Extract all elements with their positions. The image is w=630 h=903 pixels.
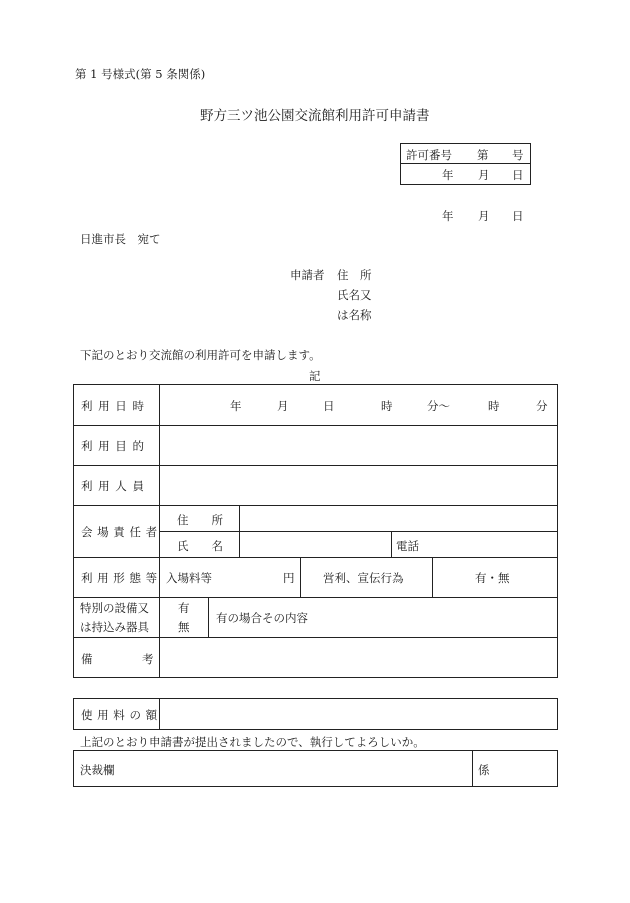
permit-dai: 第: [477, 148, 489, 162]
applicant-label: 申請者: [290, 268, 325, 282]
usage-minute-end: 分: [536, 399, 548, 413]
row-divider: [73, 425, 558, 426]
usage-hour: 時: [381, 399, 393, 413]
applicant-name-label-2: は名称: [337, 308, 372, 322]
decision-label: 決裁欄: [80, 763, 115, 777]
staff-label: 係: [478, 763, 490, 777]
usage-day: 日: [323, 399, 335, 413]
permit-go: 号: [512, 148, 524, 162]
usage-datetime-label: 利 用 日 時: [81, 399, 145, 413]
equipment-content-label: 有の場合その内容: [216, 611, 308, 625]
manager-name-label: 氏 名: [177, 539, 223, 553]
usage-hour-end: 時: [488, 399, 500, 413]
permit-day: 日: [512, 168, 524, 182]
usage-year: 年: [230, 399, 242, 413]
form-number: 第 1 号様式(第 5 条関係): [75, 67, 206, 81]
equipment-divider: [208, 597, 209, 637]
row-divider: [73, 597, 558, 598]
equipment-yes: 有: [178, 601, 190, 615]
row-divider: [73, 505, 558, 506]
row-divider: [73, 557, 558, 558]
equipment-label-1: 特別の設備又: [80, 601, 149, 615]
decision-column-divider: [472, 750, 473, 787]
permit-box-divider: [400, 163, 531, 164]
applicant-address-label: 住 所: [337, 268, 372, 282]
row-divider: [73, 465, 558, 466]
row-divider: [73, 637, 558, 638]
ki-label: 記: [309, 369, 321, 383]
intro-text: 下記のとおり交流館の利用許可を申請します。: [80, 348, 321, 362]
equipment-no: 無: [178, 620, 190, 634]
addressee: 日進市長 宛て: [80, 232, 161, 246]
usage-form-divider: [300, 557, 301, 597]
usage-month: 月: [277, 399, 289, 413]
permit-year: 年: [442, 168, 454, 182]
phone-column-divider: [391, 531, 392, 557]
approval-text: 上記のとおり申請書が提出されましたので、執行してよろしいか。: [80, 735, 425, 749]
manager-label: 会 場 責 任 者: [81, 525, 158, 539]
row-divider: [159, 531, 558, 532]
commercial-yes-no: 有・無: [475, 571, 510, 585]
date-day: 日: [512, 209, 524, 223]
page-title: 野方三ツ池公園交流館利用許可申請書: [200, 108, 430, 124]
equipment-label-2: は持込み器具: [80, 620, 149, 634]
manager-column-divider: [239, 505, 240, 557]
people-label: 利 用 人 員: [81, 479, 145, 493]
fee-column-divider: [159, 698, 160, 730]
applicant-name-label-1: 氏名又: [337, 288, 372, 302]
fee-label: 使 用 料 の 額: [81, 708, 158, 722]
usage-minute-tilde: 分〜: [427, 399, 450, 413]
usage-form-label: 利 用 形 態 等: [81, 571, 158, 585]
date-year: 年: [442, 209, 454, 223]
remarks-label-right: 考: [142, 652, 154, 666]
manager-address-label: 住 所: [177, 513, 223, 527]
remarks-label-left: 備: [81, 652, 93, 666]
yen-label: 円: [283, 571, 295, 585]
date-month: 月: [478, 209, 490, 223]
permit-month: 月: [478, 168, 490, 182]
purpose-label: 利 用 目 的: [81, 439, 145, 453]
commercial-label: 営利、宣伝行為: [323, 571, 404, 585]
permit-number-label: 許可番号: [406, 148, 452, 162]
usage-form-divider: [432, 557, 433, 597]
manager-phone-label: 電話: [396, 539, 419, 553]
admission-fee-label: 入場料等: [166, 571, 212, 585]
